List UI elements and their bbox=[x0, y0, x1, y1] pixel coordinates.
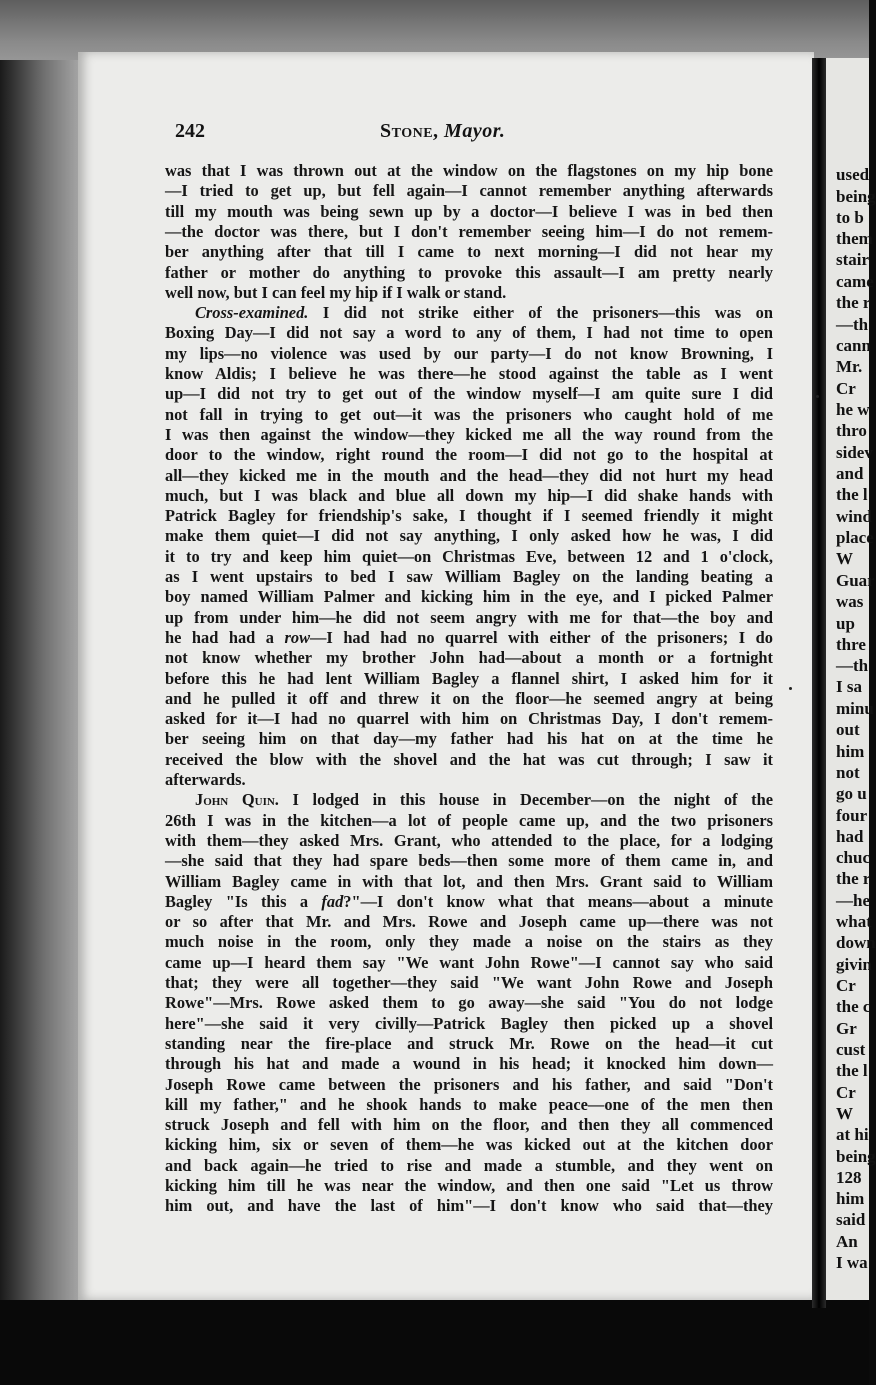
page-header bbox=[175, 117, 735, 147]
text-fragment: through his hat and made a wound in his head; it knocked him down— bbox=[165, 1054, 773, 1074]
text-fragment: William Bagley came in with that lot, and then Mrs. Grant said to William bbox=[165, 871, 773, 891]
text-line bbox=[165, 202, 773, 222]
facing-page-fragment: at hi bbox=[836, 1125, 869, 1144]
scanner-left-edge bbox=[0, 60, 78, 1385]
text-fragment: ?"—I don't know what that means—about a minute bbox=[343, 891, 773, 911]
text-line bbox=[165, 445, 773, 465]
text-line bbox=[165, 1115, 773, 1135]
text-line bbox=[165, 405, 773, 425]
text-fragment: Joseph Rowe came between the prisoners and his father, and said "Don't bbox=[165, 1074, 773, 1094]
italic-word: row bbox=[284, 627, 311, 647]
facing-page-fragment: and bbox=[836, 464, 864, 483]
facing-page-fragment: go u bbox=[836, 784, 867, 803]
facing-page-fragment: minu bbox=[836, 699, 874, 718]
text-fragment: he had had a bbox=[165, 627, 285, 647]
text-line bbox=[165, 872, 773, 892]
scanner-bottom-edge bbox=[0, 1300, 869, 1385]
text-fragment: well now, but I can feel my hip if I walk or stand. bbox=[165, 282, 507, 302]
text-line bbox=[165, 1034, 773, 1054]
text-fragment: came up—I heard them say "We want John Rowe"—I cannot say who said bbox=[165, 952, 773, 972]
text-line bbox=[165, 750, 773, 770]
facing-page-fragment: the l bbox=[836, 1061, 868, 1080]
text-fragment: Patrick Bagley for friendship's sake, I thought if I seemed friendly it might bbox=[165, 506, 773, 526]
text-line bbox=[195, 303, 773, 323]
text-line bbox=[165, 608, 773, 628]
facing-page-fragment: the c bbox=[836, 997, 871, 1016]
text-fragment: kicking him till he was near the window, and then one said "Let us throw bbox=[165, 1176, 773, 1195]
facing-page-fragment: wind bbox=[836, 507, 872, 526]
text-fragment: door to the window, right round the room—I did not go to the hospital at bbox=[165, 445, 773, 465]
facing-page-fragment: place bbox=[836, 528, 874, 547]
text-line bbox=[165, 973, 773, 993]
text-fragment: ber seeing him on that day—my father had his hat on at the time he bbox=[165, 729, 773, 749]
text-line bbox=[165, 1156, 773, 1176]
facing-page-fragment: I sa bbox=[836, 677, 862, 696]
text-fragment: ber anything after that till I came to next morning—I did not hear my bbox=[165, 242, 773, 262]
text-line bbox=[165, 932, 773, 952]
facing-page-fragment: Mr. bbox=[836, 357, 863, 376]
text-fragment: struck Joseph and fell with him on the floor, and then they all commenced bbox=[165, 1115, 773, 1135]
text-fragment: know Aldis; I believe he was there—he stood against the table as I went bbox=[165, 364, 773, 383]
facing-page-fragment: down bbox=[836, 933, 876, 952]
italic-word: fad bbox=[321, 891, 344, 911]
running-head-name: Stone, bbox=[380, 120, 439, 142]
text-line bbox=[165, 547, 773, 567]
text-fragment: with them—they asked Mrs. Grant, who attended to the place, for a lodging bbox=[165, 830, 773, 850]
facing-page-fragment: was bbox=[836, 592, 864, 611]
facing-page-fragment: —he bbox=[836, 891, 870, 910]
text-line bbox=[165, 466, 773, 486]
text-line bbox=[165, 811, 773, 831]
text-line bbox=[165, 993, 773, 1013]
text-line bbox=[165, 1095, 773, 1115]
text-fragment: —I tried to get up, but fell again—I cannot remember anything afterwards bbox=[165, 181, 773, 201]
facing-page-fragment: the r bbox=[836, 293, 871, 312]
facing-page-fragment: up bbox=[836, 614, 855, 633]
text-line bbox=[165, 669, 773, 689]
text-line bbox=[165, 242, 773, 262]
text-fragment: received the blow with the shovel and the hat was cut through; I saw it bbox=[165, 749, 773, 769]
text-fragment: I lodged in this house in December—on the night of the bbox=[278, 790, 773, 810]
facing-page-fragment: had bbox=[836, 827, 864, 846]
facing-page-fragment: W bbox=[836, 549, 853, 568]
text-fragment: up—I did not try to get out of the window myself—I am quite sure I did bbox=[165, 384, 773, 404]
text-fragment: boy named William Palmer and kicking him in the eye, and I picked Palmer bbox=[165, 587, 773, 607]
text-line bbox=[165, 1135, 773, 1155]
text-fragment: here"—she said it very civilly—Patrick Bagley then picked up a shovel bbox=[165, 1013, 773, 1033]
text-fragment: Boxing Day—I did not say a word to any of them, I had not time to open bbox=[165, 323, 773, 343]
facing-page-fragment: W bbox=[836, 1104, 853, 1123]
text-line bbox=[165, 222, 773, 242]
facing-page-fragment: Guar bbox=[836, 571, 875, 590]
text-fragment: before this he had lent William Bagley a flannel shirt, I asked him for it bbox=[165, 668, 773, 688]
text-line bbox=[165, 770, 773, 790]
page-number: 242 bbox=[175, 120, 205, 142]
text-line bbox=[165, 161, 773, 181]
running-head bbox=[380, 120, 505, 143]
text-line bbox=[165, 1196, 773, 1216]
text-fragment: asked for it—I had no quarrel with him on Christmas Day, I don't remem- bbox=[165, 709, 773, 729]
text-line bbox=[165, 1075, 773, 1095]
text-fragment: 26th I was in the kitchen—a lot of people came up, and the two prisoners bbox=[165, 810, 773, 830]
text-fragment: it to try and keep him quiet—on Christmas Eve, between 12 and 1 o'clock, bbox=[165, 546, 773, 566]
text-line bbox=[165, 628, 773, 648]
text-line bbox=[165, 689, 773, 709]
text-line bbox=[195, 790, 773, 810]
facing-page-fragment: chuc bbox=[836, 848, 870, 867]
facing-page-fragment: thro bbox=[836, 421, 867, 440]
text-line bbox=[165, 587, 773, 607]
running-head-title: Mayor. bbox=[444, 120, 506, 142]
text-line bbox=[165, 1014, 773, 1034]
text-fragment: him out, and have the last of him"—I don't know who said that—they bbox=[165, 1196, 773, 1216]
text-line bbox=[165, 953, 773, 973]
text-fragment: —the doctor was there, but I don't remember seeing him—I do not remem- bbox=[165, 221, 773, 241]
text-fragment: I did not strike either of the prisoners—this was on bbox=[308, 303, 773, 323]
text-fragment: much noise in the room, only they made a noise on the stairs as they bbox=[165, 932, 773, 952]
text-fragment: —she said that they had spare beds—then some more of them came in, and bbox=[165, 851, 773, 871]
text-fragment: standing near the fire-place and struck Mr. Rowe on the head—it cut bbox=[165, 1033, 773, 1053]
text-fragment: kill my father," and he shook hands to make peace—one of the men then bbox=[165, 1094, 773, 1114]
text-fragment: that; they were all together—they said "We want John Rowe and Joseph bbox=[165, 973, 773, 992]
text-fragment: Bagley "Is this a bbox=[165, 891, 322, 911]
facing-page-fragment: 128 bbox=[836, 1168, 862, 1187]
text-line bbox=[165, 344, 773, 364]
facing-page-fragment: givin bbox=[836, 955, 872, 974]
book-gutter bbox=[812, 58, 826, 1308]
text-line bbox=[165, 181, 773, 201]
text-fragment: kicking him, six or seven of them—he was kicked out at the kitchen door bbox=[165, 1135, 773, 1155]
text-line bbox=[165, 1176, 773, 1196]
facing-page-fragment: being bbox=[836, 1147, 876, 1166]
facing-page-fragment: he w bbox=[836, 400, 870, 419]
facing-page-fragment: used bbox=[836, 165, 870, 184]
facing-page-fragment: him bbox=[836, 1189, 865, 1208]
facing-page-fragment: —th bbox=[836, 315, 869, 334]
text-line bbox=[165, 567, 773, 587]
scan-speck bbox=[789, 687, 792, 690]
text-fragment: father or mother do anything to provoke this assault—I am pretty nearly bbox=[165, 262, 773, 282]
cross-examined-label: Cross-examined. bbox=[195, 303, 309, 323]
facing-page-fragment: stair bbox=[836, 250, 870, 269]
text-fragment: make them quiet—I did not say anything, I only asked how he was, I did bbox=[165, 526, 773, 546]
facing-page-fragment: I wa bbox=[836, 1253, 868, 1272]
text-line bbox=[165, 729, 773, 749]
facing-page-fragment: sidev bbox=[836, 443, 873, 462]
facing-page-fragment: An bbox=[836, 1232, 858, 1251]
facing-page-fragment: him bbox=[836, 742, 865, 761]
text-line bbox=[165, 526, 773, 546]
facing-page-fragment: the l bbox=[836, 485, 868, 504]
text-line bbox=[165, 263, 773, 283]
text-fragment: my lips—no violence was used by our party—I do not know Browning, I bbox=[165, 343, 773, 363]
text-line bbox=[165, 709, 773, 729]
facing-page-fragment: the r bbox=[836, 869, 871, 888]
witness-name: John Quin. bbox=[195, 790, 279, 810]
facing-page-fragment: came bbox=[836, 272, 874, 291]
facing-page-fragment: cust bbox=[836, 1040, 866, 1059]
text-line bbox=[165, 506, 773, 526]
facing-page-fragment: four bbox=[836, 806, 868, 825]
text-line bbox=[165, 364, 773, 384]
facing-page-fragment: Gr bbox=[836, 1019, 857, 1038]
facing-page-fragment: to b bbox=[836, 208, 864, 227]
text-fragment: not know whether my brother John had—about a month or a fortnight bbox=[165, 648, 773, 668]
facing-page-fragment: —th bbox=[836, 656, 869, 675]
facing-page-fragment: being bbox=[836, 187, 876, 206]
text-fragment: or so after that Mr. and Mrs. Rowe and Joseph came up—there was not bbox=[165, 912, 773, 932]
facing-page-fragment: cann bbox=[836, 336, 871, 355]
facing-page-edge bbox=[826, 58, 876, 1300]
text-line bbox=[165, 648, 773, 668]
text-line bbox=[165, 486, 773, 506]
facing-page-fragment: thre bbox=[836, 635, 866, 654]
facing-page-fragment: out bbox=[836, 720, 860, 739]
facing-page-fragment: what bbox=[836, 912, 872, 931]
text-fragment: I was then against the window—they kicked me all the way round from the bbox=[165, 424, 773, 444]
text-fragment: not fall in trying to get out—it was the prisoners who caught hold of me bbox=[165, 404, 773, 424]
facing-page-fragment: Cr bbox=[836, 976, 856, 995]
facing-page-fragment: Cr bbox=[836, 379, 856, 398]
text-fragment: and back again—he tried to rise and made a stumble, and they went on bbox=[165, 1155, 773, 1175]
text-fragment: was that I was thrown out at the window on the flagstones on my hip bone bbox=[165, 161, 773, 180]
text-fragment: much, but I was black and blue all down my hip—I did shake hands with bbox=[165, 485, 773, 505]
text-line bbox=[165, 283, 773, 303]
text-fragment: as I went upstairs to bed I saw William Bagley on the landing beating a bbox=[165, 567, 773, 586]
text-line bbox=[165, 892, 773, 912]
scan-speck bbox=[816, 395, 819, 398]
text-line bbox=[165, 1054, 773, 1074]
facing-page-fragment: them bbox=[836, 229, 873, 248]
text-fragment: —I had had no quarrel with either of the prisoners; I do bbox=[310, 627, 773, 647]
text-fragment: afterwards. bbox=[165, 770, 246, 789]
text-line bbox=[165, 425, 773, 445]
facing-page-fragment: said bbox=[836, 1210, 866, 1229]
text-fragment: up from under him—he did not seem angry with me for that—the boy and bbox=[165, 607, 773, 627]
text-fragment: Rowe"—Mrs. Rowe asked them to go away—she said "You do not lodge bbox=[165, 993, 773, 1013]
text-line bbox=[165, 912, 773, 932]
facing-page-fragment: not bbox=[836, 763, 860, 782]
facing-page-fragment: Cr bbox=[836, 1083, 856, 1102]
text-line bbox=[165, 831, 773, 851]
text-line bbox=[165, 323, 773, 343]
text-line bbox=[165, 851, 773, 871]
text-fragment: and he pulled it off and threw it on the floor—he seemed angry at being bbox=[165, 688, 773, 708]
text-fragment: all—they kicked me in the mouth and the head—they did not hurt my head bbox=[165, 465, 773, 485]
text-line bbox=[165, 384, 773, 404]
text-fragment: till my mouth was being sewn up by a doctor—I believe I was in bed then bbox=[165, 201, 773, 221]
